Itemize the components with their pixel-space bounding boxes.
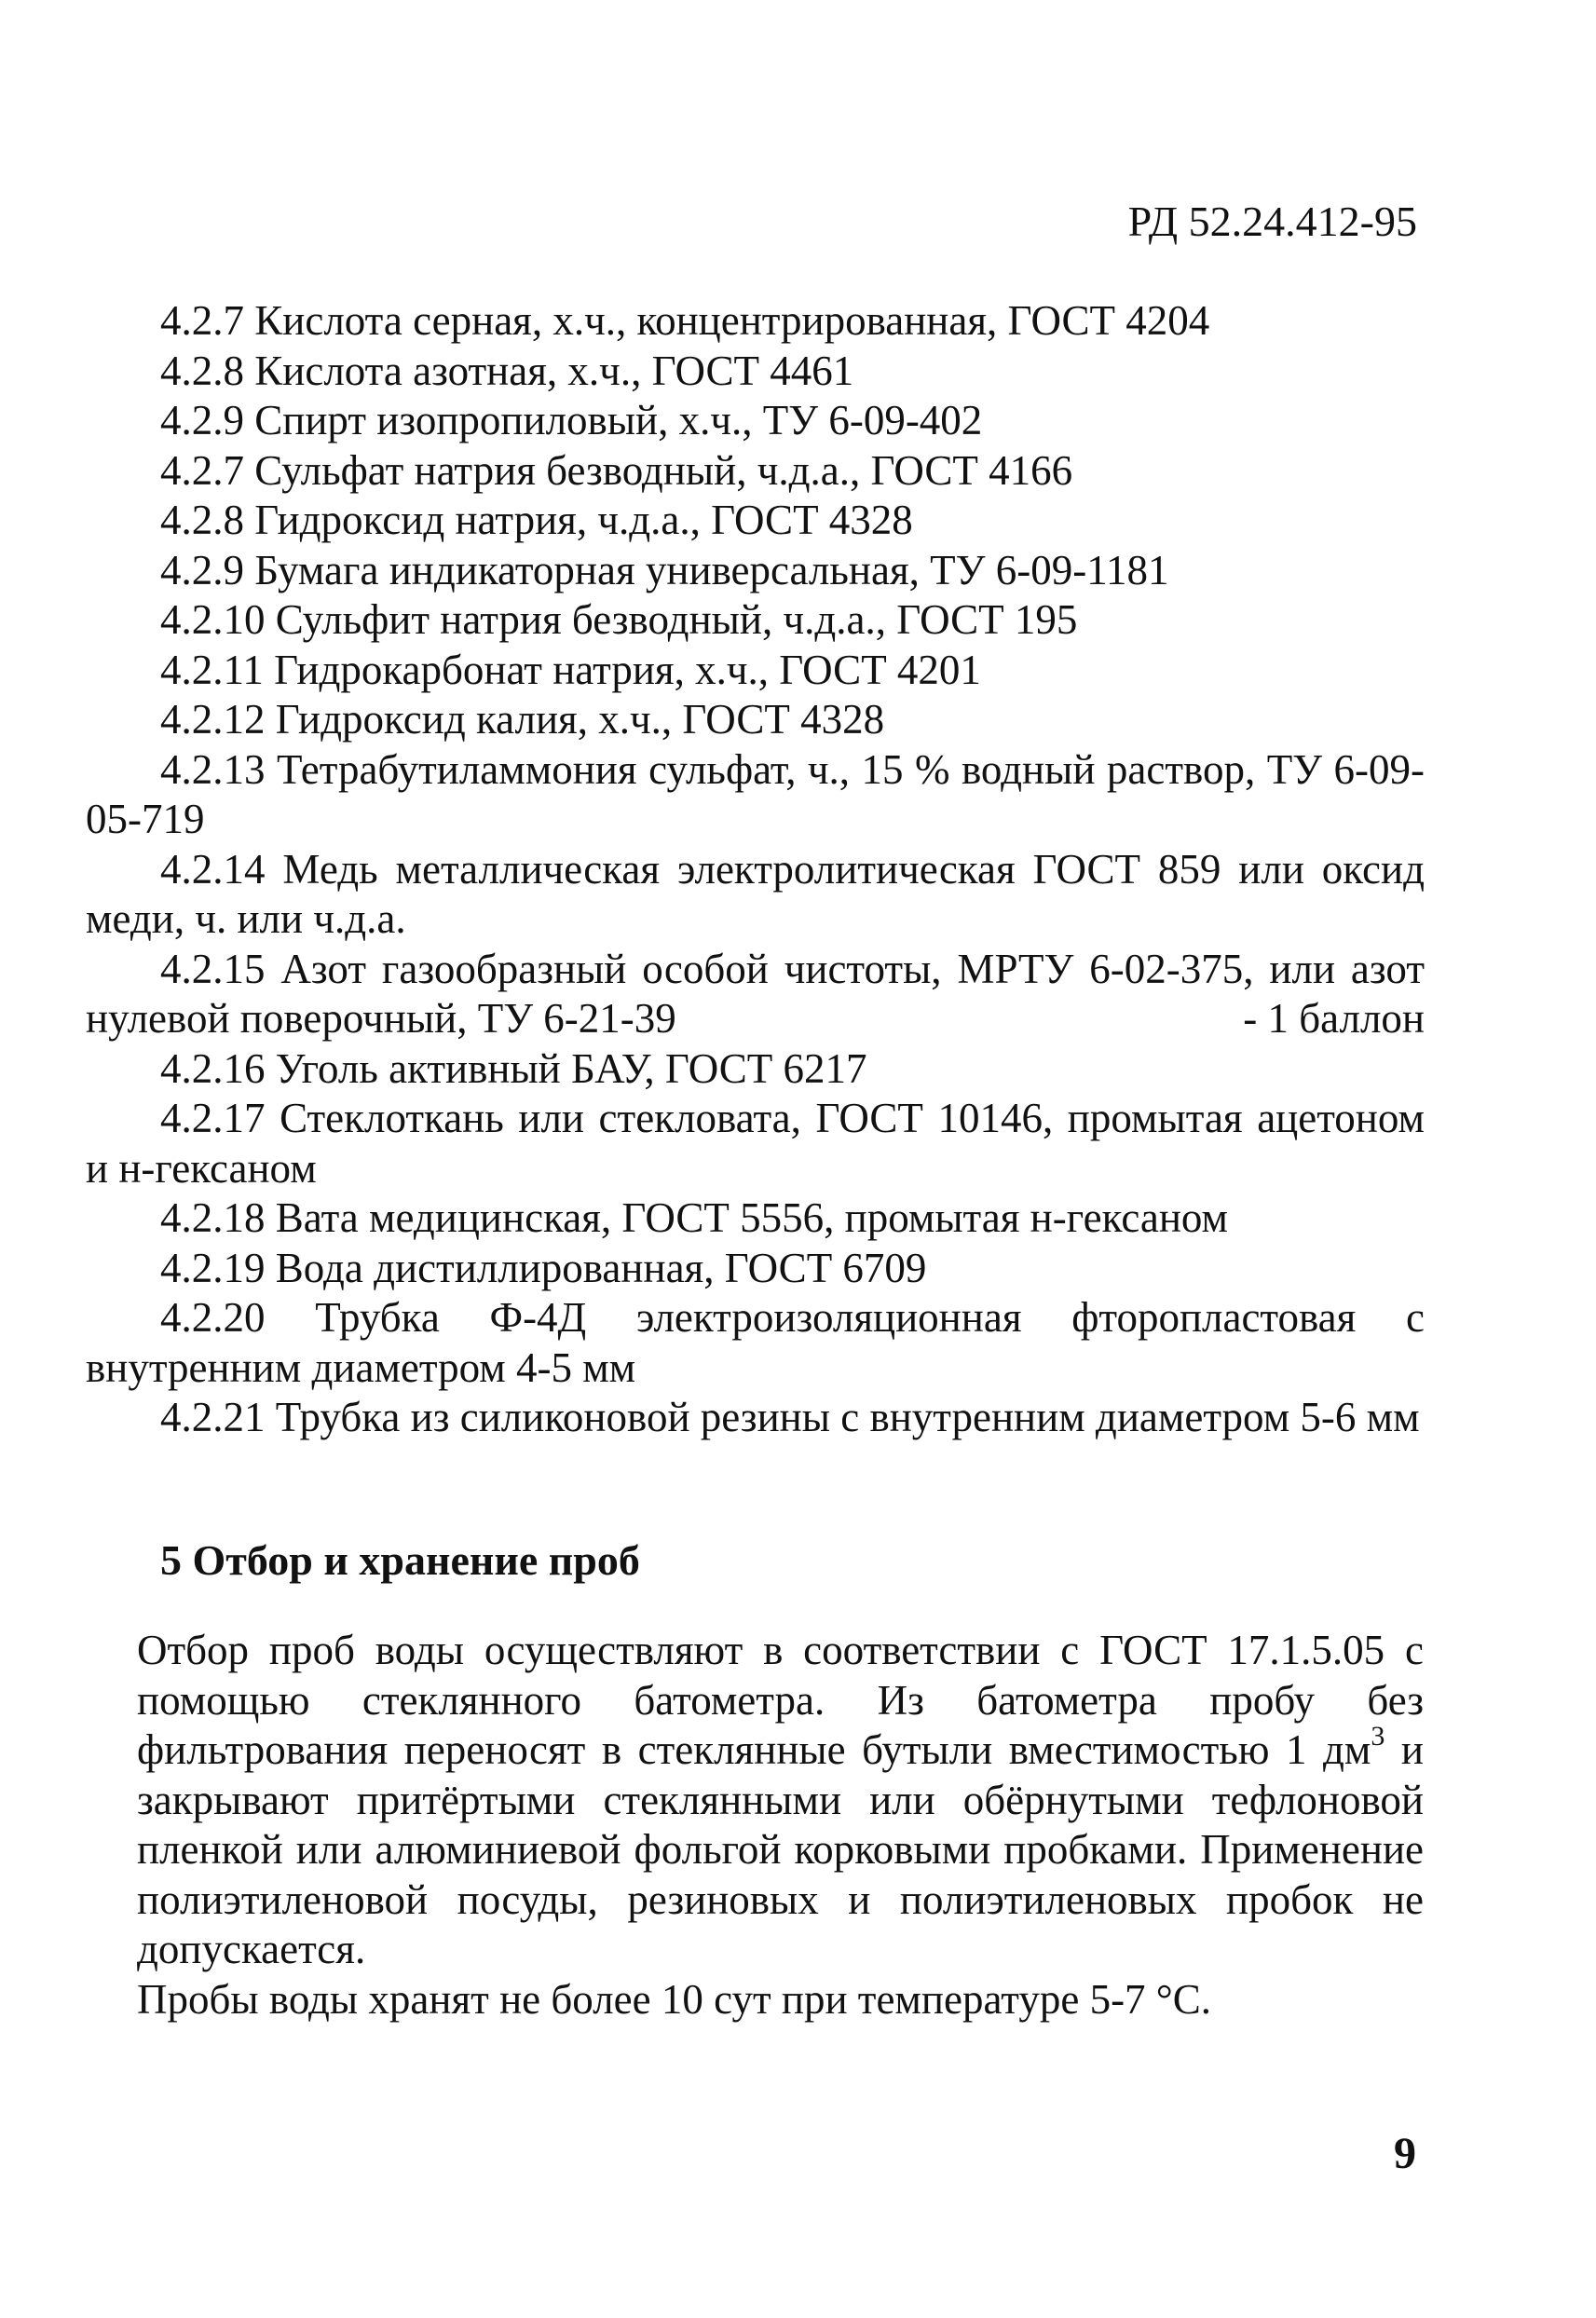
page-number: 9 [1394,2129,1416,2178]
quantity-note: - 1 баллон [1243,995,1425,1042]
list-item: 4.2.16 Уголь активный БАУ, ГОСТ 6217 [160,1044,867,1092]
list-item: 4.2.7 Сульфат натрия безводный, ч.д.а., ГОСТ 4166 [160,446,1073,494]
section-body [137,1626,1424,2025]
list-item: 4.2.8 Гидроксид натрия, ч.д.а., ГОСТ 4328 [160,497,913,543]
paragraph-storage: Пробы воды хранят не более 10 сут при температуре 5-7 °С. [137,1975,1212,2023]
list-item: 4.2.18 Вата медицинская, ГОСТ 5556, промытая н-гексаном [160,1194,1229,1241]
list-item: 4.2.9 Спирт изопропиловый, х.ч., ТУ 6-09-402 [160,397,983,443]
paragraph-sampling [137,1626,1424,1975]
list-item: 4.2.21 Трубка из силиконовой резины с внутренним диаметром 5-6 мм [160,1394,1420,1440]
paragraph-text: Отбор проб воды осуществляют в соответствии с ГОСТ 17.1.5.05 с помощью стеклянного батометра. Из батометра пробу без фильтрования переносят в стеклянные бутыли вместимостью 1 дм [137,1627,1424,1773]
reagent-list [86,296,1425,1443]
document-code: РД 52.24.412-95 [1127,198,1417,245]
list-item [86,945,1425,1044]
list-item: 4.2.20 Трубка Ф-4Д электроизоляционная фторопластовая с внутренним диаметром 4-5 мм [86,1294,1425,1391]
list-item: 4.2.10 Сульфит натрия безводный, ч.д.а., ГОСТ 195 [160,596,1078,643]
list-item: 4.2.12 Гидроксид калия, х.ч., ГОСТ 4328 [160,696,885,743]
list-item-text: 4.2.15 Азот газообразный особой чистоты, МРТУ 6-02-375, или азот нулевой поверочный, ТУ 6-21-39 [86,945,1425,1042]
list-item: 4.2.8 Кислота азотная, х.ч., ГОСТ 4461 [160,347,854,394]
list-item: 4.2.14 Медь металлическая электролитическая ГОСТ 859 или оксид меди, ч. или ч.д.а. [86,845,1425,942]
list-item: 4.2.13 Тетрабутиламмония сульфат, ч., 15 % водный раствор, ТУ 6-09-05-719 [86,745,1425,842]
list-item: 4.2.19 Вода дистиллированная, ГОСТ 6709 [160,1244,927,1291]
section-heading: 5 Отбор и хранение проб [160,1536,640,1584]
list-item: 4.2.7 Кислота серная, х.ч., концентрированная, ГОСТ 4204 [160,297,1210,344]
list-item: 4.2.9 Бумага индикаторная универсальная, ТУ 6-09-1181 [160,546,1169,593]
list-item: 4.2.11 Гидрокарбонат натрия, х.ч., ГОСТ 4201 [160,646,981,693]
paragraph-text: и закрывают притёртыми стеклянными или обёрнутыми тефлоновой пленкой или алюминиевой фольгой корковыми пробками. Применение полиэтиленовой посуды, резиновых и полиэтиленовых пробок не допускается. [137,1726,1424,1972]
superscript-exponent: 3 [1371,1721,1385,1752]
list-item: 4.2.17 Стеклоткань или стекловата, ГОСТ 10146, промытая ацетоном и н-гексаном [86,1095,1425,1192]
